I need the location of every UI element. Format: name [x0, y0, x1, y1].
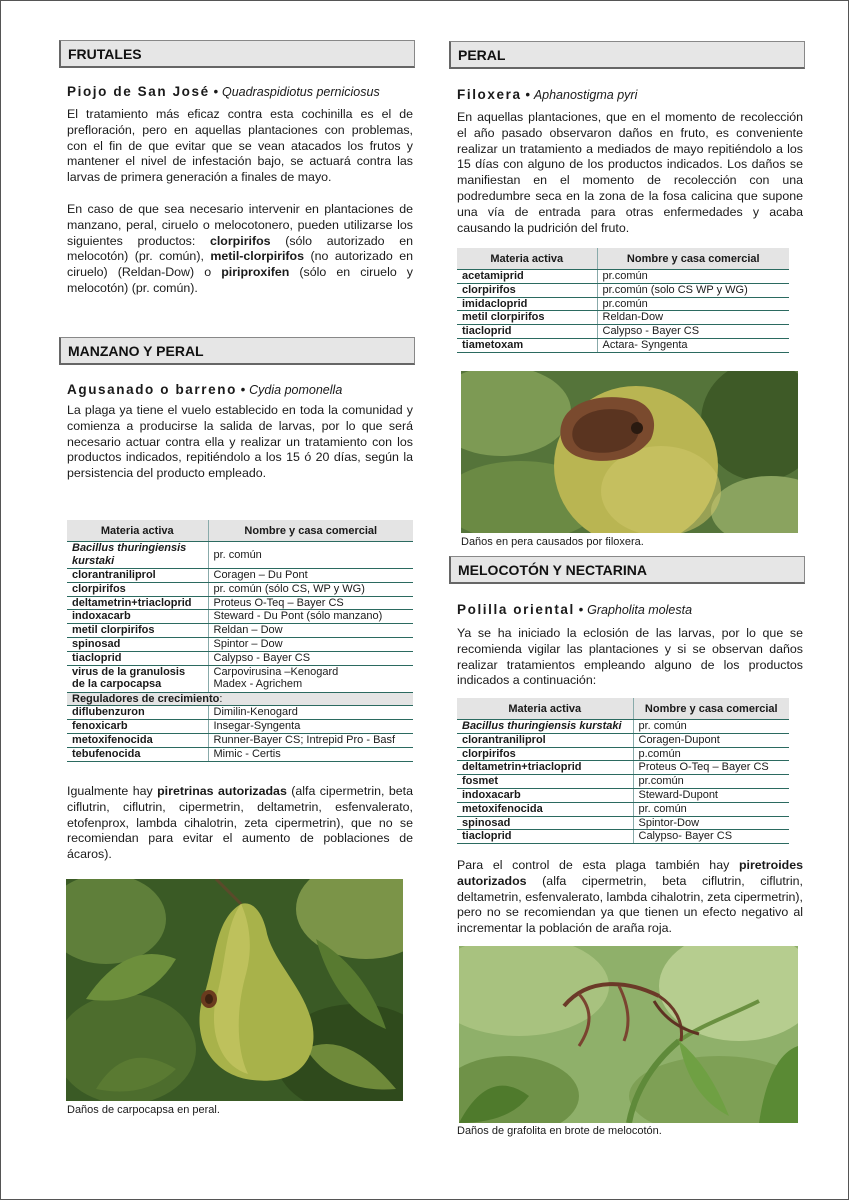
materia-activa-cell: metil clorpirifos [67, 624, 208, 638]
pest-separator: • [209, 84, 222, 99]
nombre-comercial-cell: p.común [633, 747, 789, 761]
table-row [457, 311, 789, 325]
nombre-comercial-cell: pr. común (sólo CS, WP y WG) [208, 582, 413, 596]
paragraph-piojo-1: El tratamiento más eficaz contra esta cochinilla es el de prefloración, pero en aquellas plantaciones con problemas, con el fin de que evitar que se vean atacados los frutos y mantener el nivel de infestación bajo, se actuará contra las larvas de primera generación a finales de mayo. [67, 107, 413, 185]
materia-activa-cell: fosmet [457, 775, 633, 789]
paragraph-agusanado-2: Igualmente hay piretrinas autorizadas (alfa cipermetrin, beta ciflutrin, ciflutrin, cipermetrin, deltametrin, esfenvalerato, etofenprox, lambda cihalotrin, zeta cipermetrin), que no se recomiendan para evitar el aumento de poblaciones de ácaros). [67, 784, 414, 862]
materia-activa-cell: tiacloprid [457, 830, 633, 844]
section-header-peral: PERAL [449, 41, 805, 69]
materia-activa-cell: deltametrin+triacloprid [67, 596, 208, 610]
nombre-comercial-cell: Proteus O-Teq – Bayer CS [208, 596, 413, 610]
materia-activa-cell: spinosad [457, 816, 633, 830]
table-row [67, 596, 413, 610]
pest-name: Polilla oriental [457, 602, 575, 617]
caption-filoxera: Daños en pera causados por filoxera. [461, 536, 644, 548]
materia-activa-cell: deltametrin+triacloprid [457, 761, 633, 775]
table-row [67, 733, 413, 747]
pest-scientific-name: Quadraspidiotus perniciosus [221, 85, 380, 99]
table-row: Bacillus thuringiensis kurstaki pr. común [67, 542, 413, 569]
pest-scientific-name: Aphanostigma pyri [533, 88, 638, 102]
materia-activa-cell: tiacloprid [457, 325, 597, 339]
table-row [67, 569, 413, 583]
nombre-comercial-cell: Calypso - Bayer CS [597, 325, 789, 339]
materia-activa-cell: metil clorpirifos [457, 311, 597, 325]
photo-pear-carpocapsa [66, 879, 403, 1101]
pest-title-agusanado [67, 382, 415, 397]
table-row [457, 802, 789, 816]
nombre-comercial-cell: Insegar-Syngenta [208, 720, 413, 734]
materia-activa-cell: indoxacarb [67, 610, 208, 624]
materia-activa-cell: metoxifenocida [67, 733, 208, 747]
nombre-comercial-cell: Calypso- Bayer CS [633, 830, 789, 844]
materia-activa-cell: fenoxicarb [67, 720, 208, 734]
products-table-melocoton [457, 698, 789, 844]
table-row [67, 610, 413, 624]
table-header-nombre: Nombre y casa comercial [633, 698, 789, 720]
pest-title-filoxera [457, 87, 805, 102]
paragraph-agusanado-1: La plaga ya tiene el vuelo establecido en toda la comunidad y comienza a producirse la salida de larvas, por lo que será necesario actuar contra ella y realizar un tratamiento con los productos indicados, repitiéndolo a los 15 ó 20 días, según la persistencia del producto empleado. [67, 403, 413, 481]
table-header-materia: Materia activa [67, 520, 208, 542]
photo-pear-filoxera [461, 371, 798, 533]
nombre-comercial-cell: Proteus O-Teq – Bayer CS [633, 761, 789, 775]
nombre-comercial-cell: pr.común [597, 297, 789, 311]
nombre-comercial-cell: Mimic - Certis [208, 747, 413, 761]
materia-activa-cell: clorantraniliprol [67, 569, 208, 583]
nombre-comercial-cell: Spintor-Dow [633, 816, 789, 830]
table-subheader-reguladores: Reguladores de crecimiento: [67, 692, 413, 706]
table-row [457, 747, 789, 761]
paragraph-polilla-1: Ya se ha iniciado la eclosión de las larvas, por lo que se recomienda vigilar las plantaciones y si se observan daños realizar tratamientos empleando alguno de los productos indicados a continuación: [457, 626, 803, 688]
materia-activa-cell: clorpirifos [457, 747, 633, 761]
left-column [59, 40, 415, 862]
nombre-comercial-cell: Calypso - Bayer CS [208, 651, 413, 665]
table-row [457, 761, 789, 775]
section-header-manzano-peral: MANZANO Y PERAL [59, 337, 415, 365]
nombre-comercial-cell: Runner-Bayer CS; Intrepid Pro - Basf [208, 733, 413, 747]
nombre-comercial-cell: Coragen – Du Pont [208, 569, 413, 583]
nombre-comercial-cell: pr. común [633, 802, 789, 816]
nombre-comercial-cell: pr.común [633, 775, 789, 789]
materia-activa-cell: tiametoxam [457, 338, 597, 352]
table-row [457, 830, 789, 844]
table-row [457, 816, 789, 830]
table-row [67, 637, 413, 651]
materia-activa-cell: spinosad [67, 637, 208, 651]
pest-scientific-name: Cydia pomonella [249, 383, 343, 397]
caption-grafolita: Daños de grafolita en brote de melocotón. [457, 1125, 662, 1137]
materia-activa-cell: clorpirifos [67, 582, 208, 596]
section-header-frutales: FRUTALES [59, 40, 415, 68]
pest-title-polilla [457, 602, 805, 617]
pest-name: Filoxera [457, 87, 522, 102]
pest-name: Agusanado o barreno [67, 382, 237, 397]
nombre-comercial-cell: Steward-Dupont [633, 788, 789, 802]
materia-activa-cell: diflubenzuron [67, 706, 208, 720]
materia-activa-cell: clorantraniliprol [457, 733, 633, 747]
table-header-materia: Materia activa [457, 698, 633, 720]
table-row [457, 788, 789, 802]
products-table-peral [457, 248, 789, 353]
nombre-comercial-cell: Spintor – Dow [208, 637, 413, 651]
nombre-comercial-cell: Reldan-Dow [597, 311, 789, 325]
table-row [67, 624, 413, 638]
table-row [457, 283, 789, 297]
materia-activa-cell: acetamiprid [457, 270, 597, 284]
paragraph-piojo-2: En caso de que sea necesario intervenir en plantaciones de manzano, peral, ciruelo o melocotonero, pueden utilizarse los siguientes productos: clorpirifos (sólo autorizado en melocotón) (pr. común), metil-clorpirifos (no autorizado en ciruelo) (Reldan-Dow) o piriproxifen (sólo en ciruelo y melocotón) (pr. común). [67, 201, 413, 295]
photo-peach-shoot [459, 946, 798, 1123]
materia-activa-cell: tiacloprid [67, 651, 208, 665]
table-row [67, 706, 413, 720]
pest-separator: • [236, 382, 250, 397]
paragraph-polilla-2: Para el control de esta plaga también hay piretroides autorizados (alfa cipermetrin, beta ciflutrin, ciflutrin, deltametrin, esfenvalerato, lambda cihalotrin, zeta cipermetrin), pero no se recomiendan ya que tienen un efecto negativo al incrementar la población de araña roja. [457, 858, 803, 936]
table-header-nombre: Nombre y casa comercial [597, 248, 789, 270]
nombre-comercial-cell: Coragen-Dupont [633, 733, 789, 747]
nombre-comercial-cell: Actara- Syngenta [597, 338, 789, 352]
pest-scientific-name: Grapholita molesta [587, 603, 693, 617]
nombre-comercial-cell: Dimilin-Kenogard [208, 706, 413, 720]
table-row [457, 297, 789, 311]
materia-activa-cell: metoxifenocida [457, 802, 633, 816]
table-row [67, 747, 413, 761]
table-row: Bacillus thuringiensis kurstaki pr. común [457, 720, 789, 734]
table-header-nombre: Nombre y casa comercial [208, 520, 413, 542]
table-row: virus de la granulosis de la carpocapsa Carpovirusina –Kenogard Madex - Agrichem [67, 665, 413, 692]
nombre-comercial-cell: pr.común [597, 270, 789, 284]
table-row [457, 733, 789, 747]
table-row [457, 338, 789, 352]
section-header-melocoton: MELOCOTÓN Y NECTARINA [449, 556, 805, 584]
pest-separator: • [521, 87, 534, 102]
materia-activa-cell: imidacloprid [457, 297, 597, 311]
materia-activa-cell: indoxacarb [457, 788, 633, 802]
materia-activa-cell: tebufenocida [67, 747, 208, 761]
products-table-manzano [67, 520, 413, 762]
nombre-comercial-cell: pr.común (solo CS WP y WG) [597, 283, 789, 297]
nombre-comercial-cell: Reldan – Dow [208, 624, 413, 638]
nombre-comercial-cell: Steward - Du Pont (sólo manzano) [208, 610, 413, 624]
pest-name: Piojo de San José [67, 84, 210, 99]
table-row [457, 325, 789, 339]
pest-separator: • [574, 602, 588, 617]
table-row [67, 582, 413, 596]
table-row [457, 270, 789, 284]
paragraph-filoxera-1: En aquellas plantaciones, que en el momento de recolección el año pasado observaron daños en fruto, es conveniente realizar un tratamiento a mediados de mayo repitiéndolo a los 15 días con alguno de los productos indicados. Los daños se manifiestan en el momento de recolección con una podredumbre seca en la zona de la fosa calicina que supone una vía de entrada para otras enfermedades y acaba causando la pudrición del fruto. [457, 110, 803, 235]
materia-activa-cell: clorpirifos [457, 283, 597, 297]
table-row [67, 720, 413, 734]
caption-carpocapsa: Daños de carpocapsa en peral. [67, 1104, 220, 1116]
table-row [67, 651, 413, 665]
table-row [457, 775, 789, 789]
table-header-materia: Materia activa [457, 248, 597, 270]
pest-title-piojo [67, 84, 415, 99]
